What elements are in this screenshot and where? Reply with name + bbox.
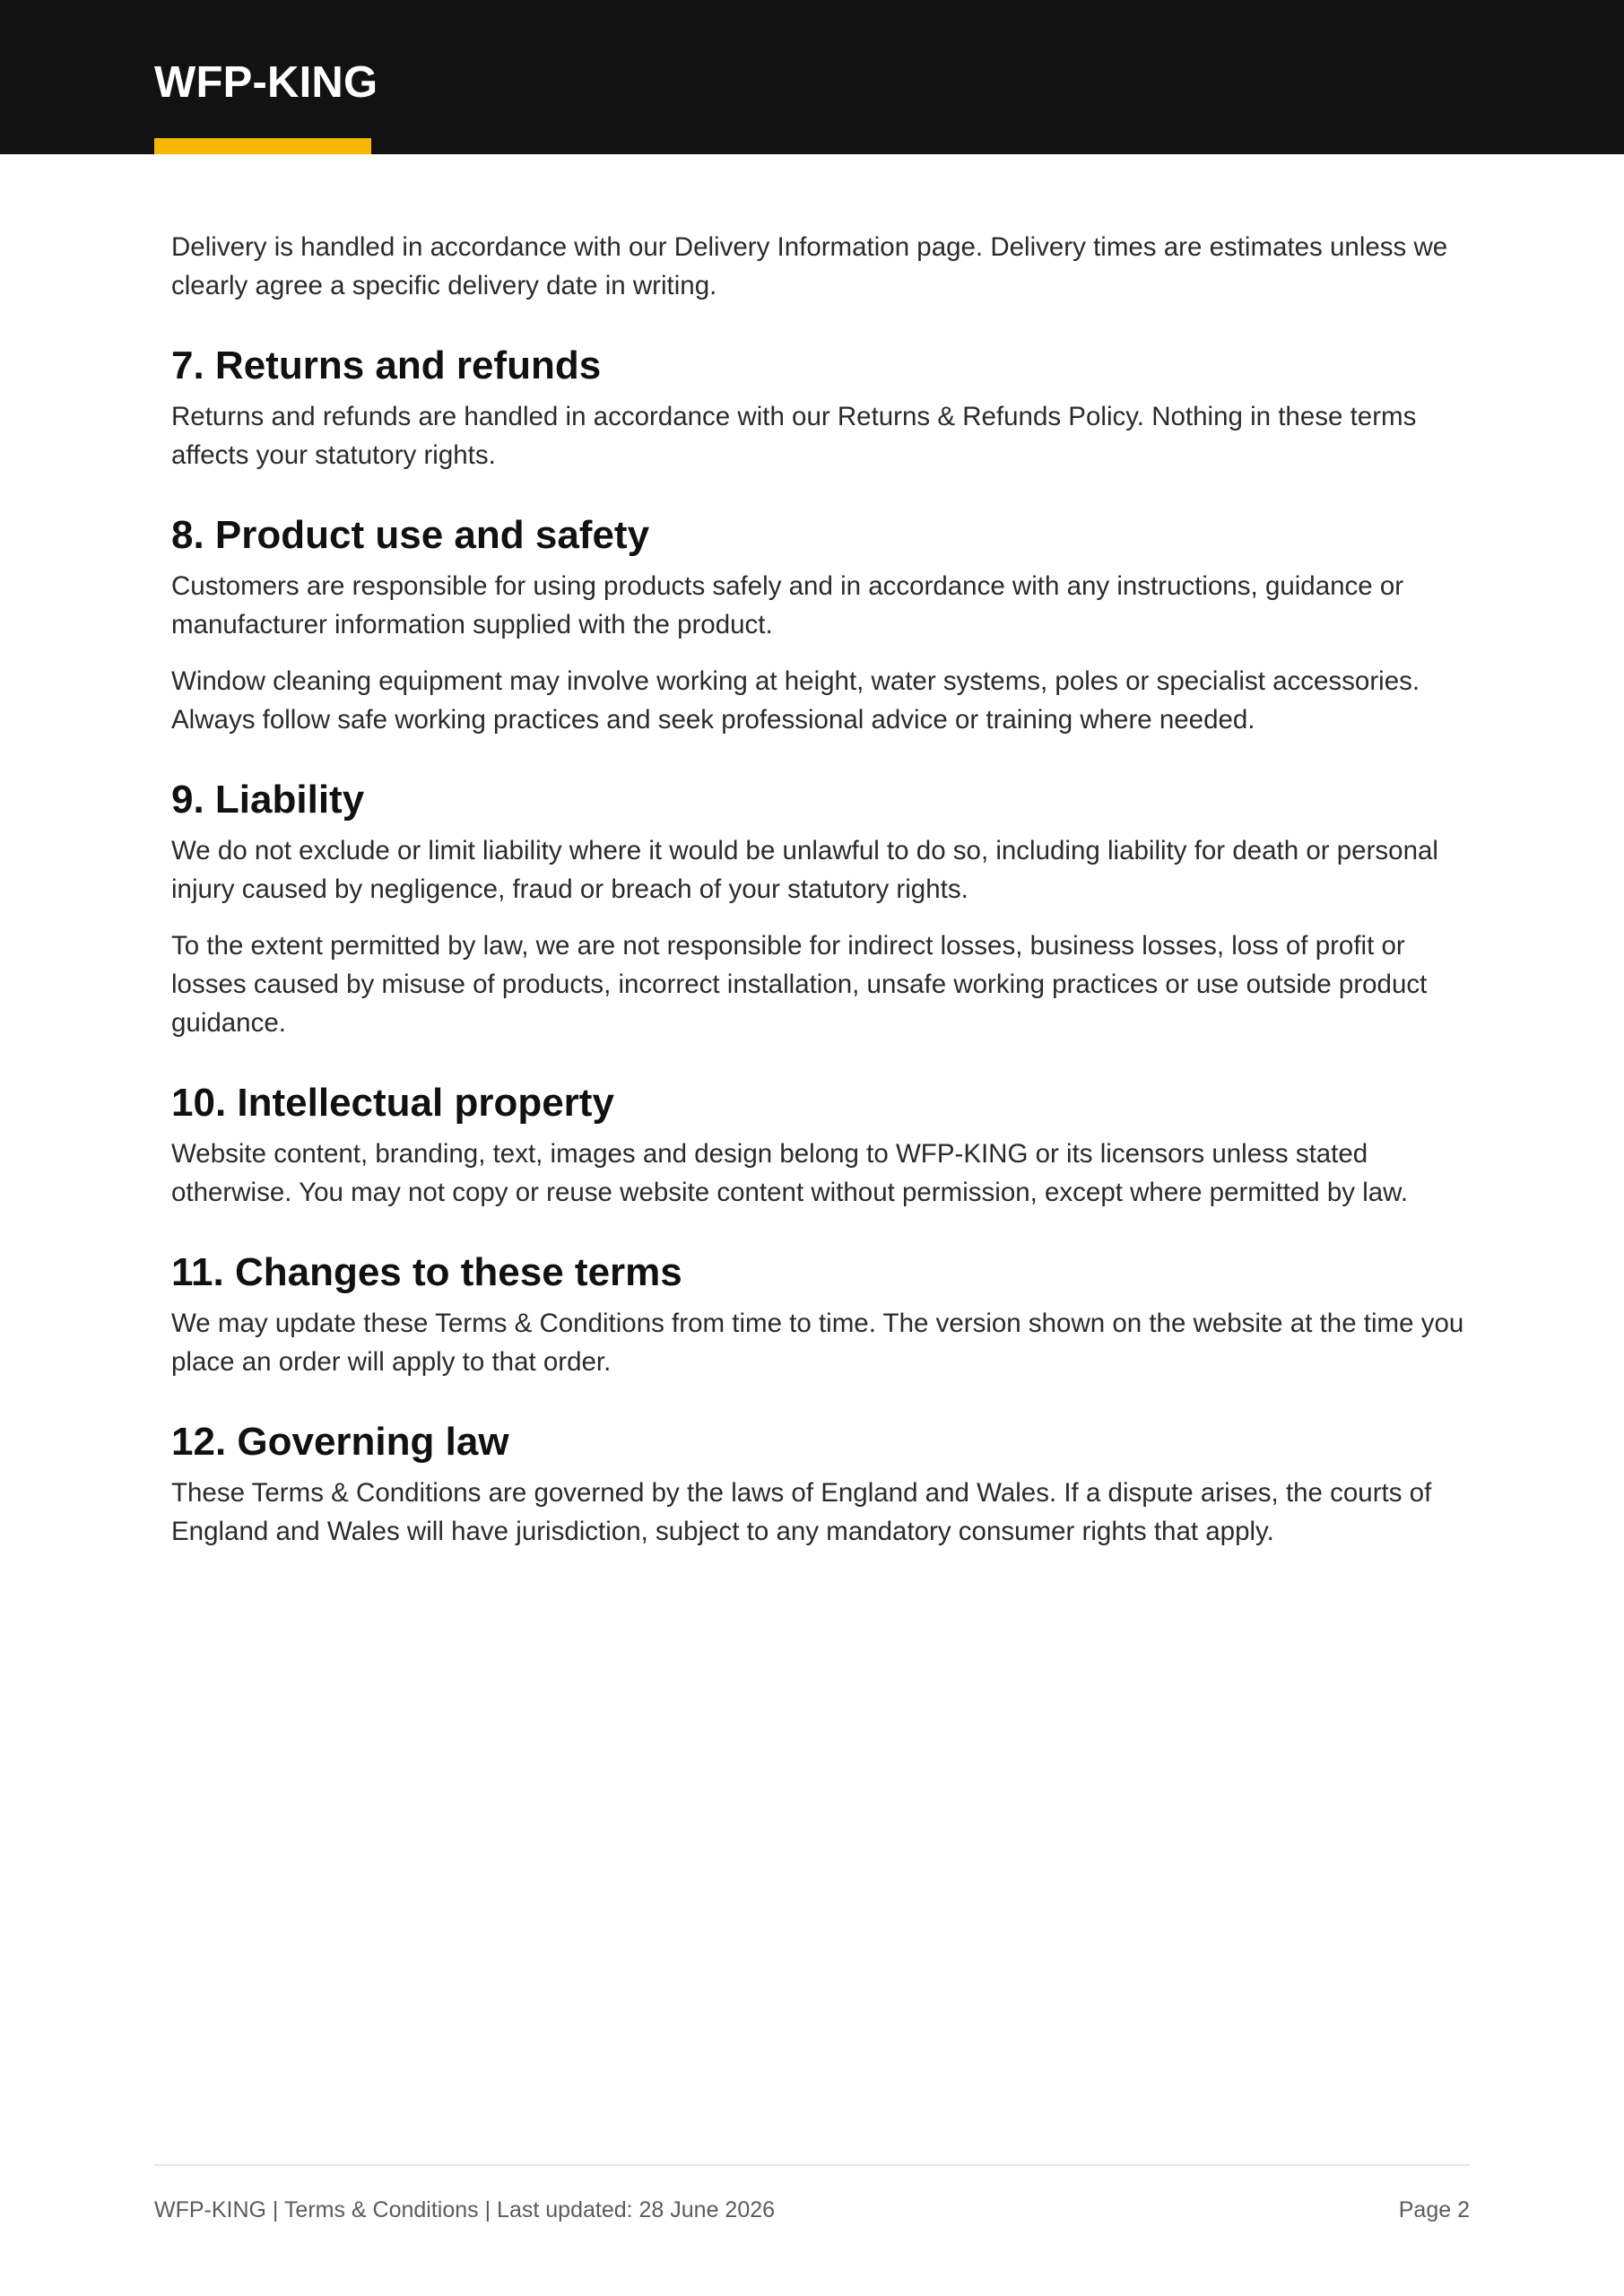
section-heading: 11. Changes to these terms — [171, 1250, 682, 1294]
section-product-use-and-safety — [171, 510, 1472, 739]
section-heading: 7. Returns and refunds — [171, 344, 602, 387]
section-returns-and-refunds — [171, 341, 1472, 474]
section-heading: 8. Product use and safety — [171, 513, 650, 557]
section-paragraph: Website content, branding, text, images and design belong to WFP-KING or its licensors unless stated otherwise. You may not copy or reuse website content without permission, except where permitted by law. — [171, 1139, 1409, 1207]
section-paragraph: Window cleaning equipment may involve working at height, water systems, poles or specialist accessories. Always follow safe working practices and seek professional advice or training where needed. — [171, 666, 1420, 735]
brand-accent-bar — [154, 138, 371, 154]
section-changes-to-terms — [171, 1248, 1472, 1381]
section-heading: 12. Governing law — [171, 1420, 509, 1464]
page-header — [0, 0, 1624, 154]
section-paragraph: To the extent permitted by law, we are not responsible for indirect losses, business losses, loss of profit or losses caused by misuse of products, incorrect installation, unsafe working practices or use outside product guidance. — [171, 931, 1428, 1038]
section-paragraph: These Terms & Conditions are governed by the laws of England and Wales. If a dispute arises, the courts of England and Wales will have jurisdiction, subject to any mandatory consumer rights that apply. — [171, 1478, 1432, 1546]
section-paragraph: We may update these Terms & Conditions from time to time. The version shown on the website at the time you place an order will apply to that order. — [171, 1309, 1464, 1377]
section-intellectual-property — [171, 1078, 1472, 1212]
intro-paragraph: Delivery is handled in accordance with our Delivery Information page. Delivery times are estimates unless we clearly agree a specific delivery date in writing. — [171, 232, 1448, 300]
section-paragraph: Returns and refunds are handled in accordance with our Returns & Refunds Policy. Nothing in these terms affects your statutory rights. — [171, 402, 1417, 470]
section-liability — [171, 775, 1472, 1042]
document-body — [171, 228, 1472, 1569]
section-heading: 9. Liability — [171, 778, 365, 822]
section-paragraph: We do not exclude or limit liability where it would be unlawful to do so, including liability for death or personal injury caused by negligence, fraud or breach of your statutory rights. — [171, 836, 1438, 904]
section-governing-law — [171, 1417, 1472, 1551]
section-paragraph: Customers are responsible for using products safely and in accordance with any instructions, guidance or manufacturer information supplied with the product. — [171, 571, 1404, 639]
footer-divider — [154, 2164, 1470, 2166]
section-heading: 10. Intellectual property — [171, 1081, 614, 1125]
page-number: Page 2 — [1398, 2197, 1470, 2222]
brand-title: WFP-KING — [154, 58, 378, 107]
footer-document-info: WFP-KING | Terms & Conditions | Last updated: 28 June 2026 — [154, 2197, 776, 2222]
